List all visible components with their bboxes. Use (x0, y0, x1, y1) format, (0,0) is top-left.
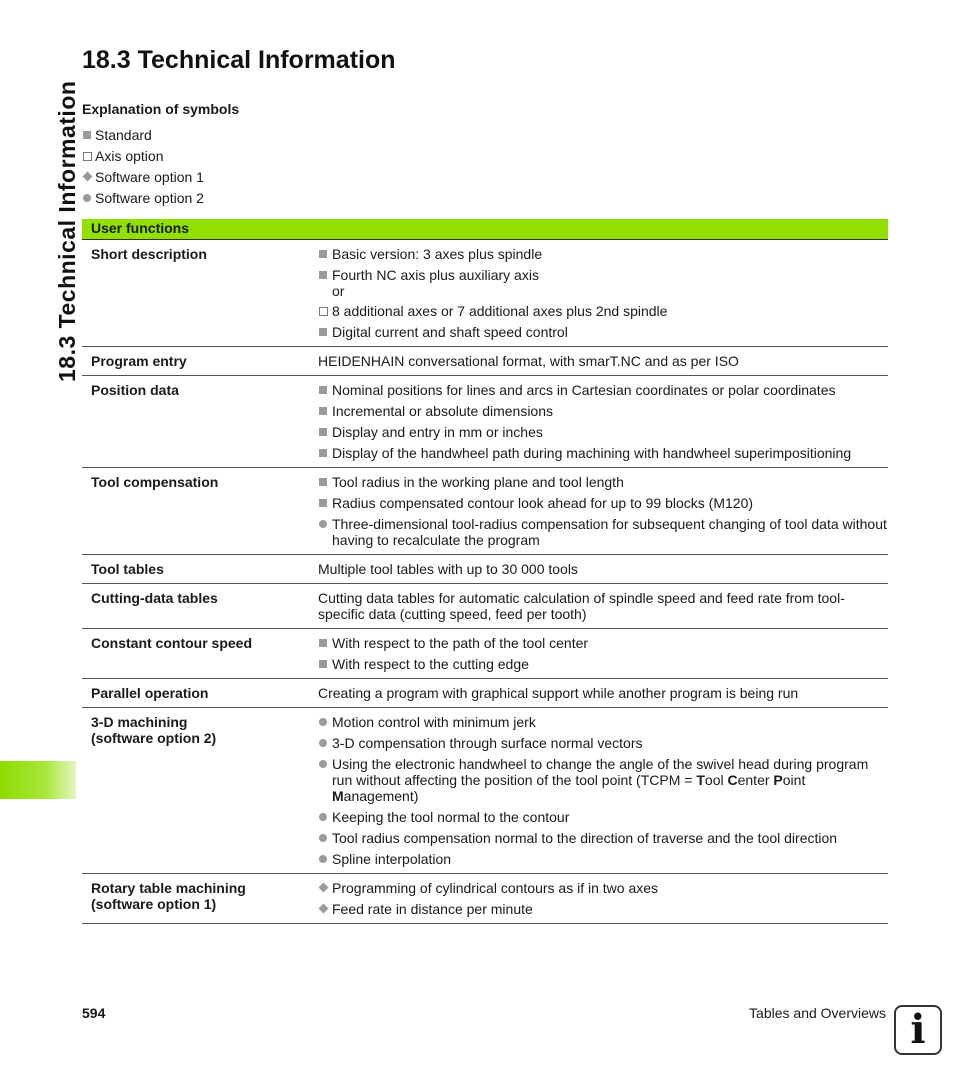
bullet-text: Spline interpolation (332, 851, 452, 867)
bullet-item (318, 267, 888, 283)
table-header: User functions (82, 219, 888, 240)
table-row-constant-contour-speed (82, 629, 888, 679)
table-row-rotary-table (82, 874, 888, 924)
row-content (318, 590, 888, 622)
row-label-line: Rotary table machining (91, 880, 246, 896)
text-run: ool (704, 772, 728, 788)
row-label-line: (software option 2) (91, 730, 217, 746)
table-row-position-data (82, 376, 888, 468)
row-label: Cutting-data tables (91, 590, 218, 606)
filled-square-icon (318, 474, 332, 490)
hollow-square-icon (318, 303, 332, 319)
info-icon (894, 1005, 942, 1055)
bullet-text: Three-dimensional tool-radius compensation for subsequent changing of tool data without having to recalculate the program (332, 516, 887, 548)
table-row-3d-machining (82, 708, 888, 874)
symbols-heading: Explanation of symbols (82, 101, 240, 117)
bullet-text: Keeping the tool normal to the contour (332, 809, 570, 825)
circle-icon (318, 830, 332, 846)
row-content (318, 635, 888, 672)
bullet-text: Digital current and shaft speed control (332, 324, 568, 340)
bullet-text: 3-D compensation through surface normal vectors (332, 735, 643, 751)
bullet-item (318, 880, 888, 896)
table-row-cutting-data (82, 584, 888, 629)
row-content (318, 880, 888, 917)
bullet-text: Feed rate in distance per minute (332, 901, 533, 917)
bullet-item (318, 756, 888, 804)
bullet-text: Display of the handwheel path during machining with handwheel superimpositioning (332, 445, 852, 461)
bullet-item (318, 474, 888, 490)
circle-icon (318, 756, 332, 772)
bullet-item (318, 714, 888, 730)
row-label: Parallel operation (91, 685, 209, 701)
bullet-text: Incremental or absolute dimensions (332, 403, 554, 419)
legend-item-software-option-2 (82, 190, 204, 211)
symbols-legend (82, 127, 204, 211)
circle-icon (318, 516, 332, 532)
legend-label: Standard (95, 127, 152, 143)
side-chapter-title (26, 52, 80, 382)
row-content (318, 714, 888, 867)
bullet-item (318, 735, 888, 751)
filled-square-icon (318, 495, 332, 511)
bullet-item (318, 809, 888, 825)
legend-item-software-option-1 (82, 169, 204, 190)
row-label: Tool compensation (91, 474, 219, 490)
bullet-item (318, 635, 888, 651)
diamond-icon (82, 169, 95, 185)
info-glyph: i (910, 1006, 926, 1053)
filled-square-icon (318, 382, 332, 398)
legend-item-standard (82, 127, 204, 148)
filled-square-icon (318, 424, 332, 440)
bullet-text: Nominal positions for lines and arcs in Cartesian coordinates or polar coordinates (332, 382, 836, 398)
row-label: Program entry (91, 353, 187, 369)
filled-square-icon (82, 127, 95, 143)
footer-section-title: Tables and Overviews (749, 1005, 886, 1021)
row-text: Cutting data tables for automatic calculation of spindle speed and feed rate from tool-specific data (cutting speed, feed per tooth) (318, 590, 845, 622)
bullet-text: With respect to the path of the tool center (332, 635, 589, 651)
bullet-item (318, 830, 888, 846)
bullet-item (318, 656, 888, 672)
filled-square-icon (318, 324, 332, 340)
table-row-short-description (82, 240, 888, 347)
filled-square-icon (318, 403, 332, 419)
bullet-item (318, 851, 888, 867)
row-content (318, 685, 888, 701)
filled-square-icon (318, 445, 332, 461)
bullet-item (318, 303, 888, 319)
bullet-text (332, 756, 888, 804)
text-run: oint (782, 772, 806, 788)
bullet-text: 8 additional axes or 7 additional axes plus 2nd spindle (332, 303, 668, 319)
page-number: 594 (82, 1005, 106, 1021)
filled-square-icon (318, 267, 332, 283)
bullet-item (318, 445, 888, 461)
bullet-item (318, 382, 888, 398)
text-run: Using the electronic handwheel to change the angle of the swivel head during program run without affecting the position of the tool point (TCPM = (332, 756, 869, 788)
bullet-text: Fourth NC axis plus auxiliary axis (332, 267, 539, 283)
circle-icon (318, 809, 332, 825)
row-content (318, 246, 888, 340)
hollow-square-icon (82, 148, 95, 164)
row-label (82, 714, 318, 867)
table-row-parallel-operation (82, 679, 888, 708)
bullet-item (318, 324, 888, 340)
row-content (318, 561, 888, 577)
legend-label: Software option 2 (95, 190, 204, 206)
or-text: or (332, 283, 345, 299)
bullet-item (318, 495, 888, 511)
bullet-text: Programming of cylindrical contours as if in two axes (332, 880, 659, 896)
row-text: Multiple tool tables with up to 30 000 tools (318, 561, 578, 577)
bullet-item (318, 516, 888, 548)
row-label-line: (software option 1) (91, 896, 217, 912)
row-content (318, 382, 888, 461)
row-label (82, 880, 318, 917)
row-label: Short description (91, 246, 207, 262)
row-label-line: 3-D machining (91, 714, 188, 730)
text-run: anagement) (343, 788, 419, 804)
text-run-bold: C (727, 772, 738, 788)
text-run-bold: T (696, 772, 705, 788)
text-run-bold: P (773, 772, 783, 788)
filled-square-icon (318, 635, 332, 651)
bullet-text: With respect to the cutting edge (332, 656, 529, 672)
row-text: HEIDENHAIN conversational format, with smarT.NC and as per ISO (318, 353, 739, 369)
circle-icon (82, 190, 95, 206)
row-content (318, 353, 888, 369)
row-label: Constant contour speed (91, 635, 253, 651)
row-text: Creating a program with graphical support while another program is being run (318, 685, 799, 701)
row-label: Position data (91, 382, 179, 398)
table-row-tool-compensation (82, 468, 888, 555)
user-functions-table (82, 219, 888, 924)
filled-square-icon (318, 246, 332, 262)
filled-square-icon (318, 656, 332, 672)
circle-icon (318, 714, 332, 730)
text-run: enter (737, 772, 774, 788)
bullet-item (318, 901, 888, 917)
diamond-icon (318, 880, 332, 896)
text-run-bold: M (332, 788, 344, 804)
diamond-icon (318, 901, 332, 917)
table-row-program-entry (82, 347, 888, 376)
row-label: Tool tables (91, 561, 164, 577)
row-content (318, 474, 888, 548)
side-chapter-title-text: 18.3 Technical Information (54, 80, 80, 382)
circle-icon (318, 851, 332, 867)
bullet-text: Radius compensated contour look ahead for up to 99 blocks (M120) (332, 495, 754, 511)
table-row-tool-tables (82, 555, 888, 584)
bullet-text: Display and entry in mm or inches (332, 424, 543, 440)
bullet-text: Basic version: 3 axes plus spindle (332, 246, 543, 262)
page-title: 18.3 Technical Information (82, 46, 396, 74)
legend-label: Software option 1 (95, 169, 204, 185)
bullet-text: Tool radius compensation normal to the direction of traverse and the tool direction (332, 830, 838, 846)
circle-icon (318, 735, 332, 751)
legend-label: Axis option (95, 148, 164, 164)
chapter-tab-marker (0, 761, 76, 799)
bullet-item (318, 246, 888, 262)
bullet-item (318, 424, 888, 440)
bullet-item (318, 403, 888, 419)
bullet-text: Tool radius in the working plane and tool length (332, 474, 624, 490)
legend-item-axis-option (82, 148, 204, 169)
bullet-text: Motion control with minimum jerk (332, 714, 536, 730)
